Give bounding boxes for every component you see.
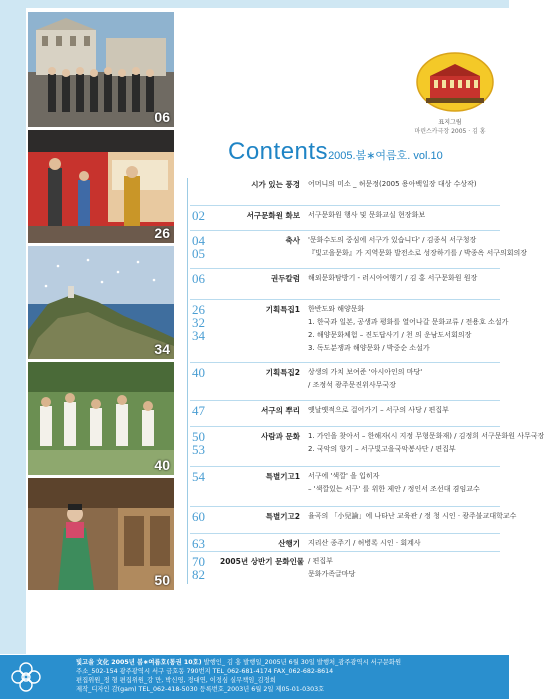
toc-page-number: 50 <box>192 429 205 444</box>
toc-category: 축사 <box>285 236 300 245</box>
photo-page-label: 06 <box>154 109 170 125</box>
toc-page-numbers <box>192 272 218 285</box>
photo-page-label: 40 <box>154 457 170 473</box>
issue-label: 2005.봄∗여름호. vol.10 <box>328 150 443 162</box>
toc-page-numbers <box>192 366 218 379</box>
toc-category: 권두칼럼 <box>271 274 300 283</box>
cover-caption-subtitle: 마린스카극장 2005 · 김 홍 <box>414 128 486 135</box>
toc-lines <box>308 404 500 417</box>
contents-title: Contents <box>228 138 329 165</box>
toc-lines <box>308 272 500 285</box>
toc-lines <box>308 234 528 260</box>
toc-line: 상생의 가치 보여준 '아시아인의 마당' <box>308 368 423 376</box>
colophon-editors: 편집위원_정 형 편집위원_강 만, 박신영, 정대연, 이정심 실무책임_김정희 <box>76 677 276 684</box>
cover-illustration <box>416 52 494 112</box>
toc-separator <box>190 400 500 401</box>
toc-separator <box>190 230 500 231</box>
toc-entry[interactable] <box>190 470 500 496</box>
toc-page-number: 32 <box>192 315 205 330</box>
toc-line: 지리산 종주기 / 허병록 시인 · 회계사 <box>308 539 421 547</box>
toc-page-number: 34 <box>192 328 205 343</box>
toc-entry[interactable] <box>190 366 500 392</box>
photo-page-label: 26 <box>154 225 170 241</box>
toc-category: 2005년 상반기 문화인물 <box>220 557 305 566</box>
toc-separator <box>190 533 500 534</box>
toc-lines <box>308 366 500 392</box>
toc-line: 『빛고을문화』가 지역문화 발전소로 성장하기를 / 박종옥 서구의회의장 <box>308 249 528 257</box>
toc-separator <box>190 205 500 206</box>
toc-line: 해외문화탐방기 - 러시아여행기 / 김 홍 서구문화원 원장 <box>308 274 478 282</box>
toc-line: – '색깔있는 서구' 를 위한 제안 / 정인서 조선대 겸임교수 <box>308 485 480 493</box>
toc-line: '문화수도의 중심에 서구가 있습니다' / 김종식 서구청장 <box>308 236 477 244</box>
toc-page-number: 60 <box>192 509 205 524</box>
toc-page-number: 70 <box>192 554 205 569</box>
toc-page-numbers <box>192 510 218 523</box>
photo-column <box>28 12 174 593</box>
toc-category: 시가 있는 풍경 <box>251 180 300 189</box>
colophon-production: 제작_디자인 감(gam) TEL_062-418-5030 등록번호_2003년 6월 2일 제05-01-0303호 <box>76 686 325 693</box>
toc-category: 특별기고1 <box>265 472 300 481</box>
toc-lines <box>308 555 500 581</box>
toc-separator <box>190 506 500 507</box>
photo-page-label: 50 <box>154 572 170 588</box>
toc-page-number: 47 <box>192 403 205 418</box>
colophon-title: 빛고을 文化 2005년 봄∗여름호(통권 10호) <box>76 659 202 666</box>
cover-caption-title: 표지그림 <box>438 119 462 126</box>
toc-separator <box>190 268 500 269</box>
toc-page-numbers <box>192 430 218 456</box>
photo-traditional-singer <box>28 478 174 590</box>
toc-lines <box>308 209 500 222</box>
toc-line: 3. 독도분쟁과 해양문화 / 박중순 소설가 <box>308 344 430 352</box>
toc-page-numbers <box>192 470 218 483</box>
toc-separator <box>190 551 500 552</box>
divider-line <box>187 178 188 584</box>
toc-page-number: 02 <box>192 208 205 223</box>
toc-page-number: 82 <box>192 567 205 582</box>
toc-category: 기획특집1 <box>265 305 300 314</box>
toc-page-numbers <box>192 555 218 581</box>
toc-line: 2. 해양문화체험 – 진도답사기 / 천 의 운남도서회의장 <box>308 331 472 339</box>
toc-entry[interactable] <box>190 302 509 355</box>
toc-page-number: 04 <box>192 233 205 248</box>
toc-line: 2. 국악의 향기 – 서구빛고을국악봉사단 / 편집부 <box>308 445 456 453</box>
toc-entry[interactable] <box>190 209 500 222</box>
toc-separator <box>190 426 500 427</box>
toc-lines <box>308 430 544 456</box>
toc-entry[interactable] <box>190 509 517 524</box>
toc-line: 문화가족글마당 <box>308 570 356 578</box>
toc-page-number: 53 <box>192 442 205 457</box>
toc-category: 사람과 문화 <box>261 432 300 441</box>
toc-entry[interactable] <box>190 537 500 550</box>
toc-page-numbers <box>192 404 218 417</box>
toc-separator <box>190 466 500 467</box>
toc-line: 1. 한국과 일본, 공생과 평화를 열어나갈 문화교류 / 전용호 소설가 <box>308 318 509 326</box>
toc-line: 율곡의 「小兒論」에 나타난 교육관 / 정 청 시인 · 광주불교대학교수 <box>308 512 517 520</box>
colophon-text <box>76 658 506 694</box>
toc-line: 서구에 '색깔' 을 입히자 <box>308 472 380 480</box>
toc-separator <box>190 299 500 300</box>
toc-category: 산행기 <box>278 539 300 548</box>
toc-line: 어머니의 미소 _ 허문정(2005 용아백일장 대상 수상작) <box>308 180 477 188</box>
toc-page-numbers <box>192 209 218 222</box>
toc-line: 옛날옛적으로 걸어가기 – 서구의 사당 / 편집부 <box>308 406 449 414</box>
toc-page-number: 26 <box>192 302 205 317</box>
toc-separator <box>190 362 500 363</box>
photo-group-portrait <box>28 12 174 127</box>
toc-lines <box>308 303 509 355</box>
toc-entry[interactable] <box>190 233 528 261</box>
toc-line: 1. 가인을 찾아서 – 한해자(시 지정 무형문화재) / 김정희 서구문화원 사무국장 <box>308 432 544 440</box>
toc-category: 특별기고2 <box>265 512 300 521</box>
toc-line: 서구문화원 행사 및 문화교실 현장화보 <box>308 211 426 219</box>
toc-lines <box>308 510 517 523</box>
toc-category: 기획특집2 <box>265 368 300 377</box>
photo-page-label: 34 <box>154 341 170 357</box>
toc-line: 한반도와 해양문화 <box>308 305 365 313</box>
contents-heading <box>228 138 443 166</box>
toc-page-number: 63 <box>192 536 205 551</box>
toc-entry[interactable] <box>190 272 500 285</box>
colophon-address: 주소_502-154 광주광역시 서구 금호동 790번지 TEL_062-681-4174 FAX_062-682-8614 <box>76 668 334 675</box>
toc-entry[interactable] <box>190 555 500 581</box>
photo-island-seabirds <box>28 246 174 359</box>
toc-page-number: 54 <box>192 469 205 484</box>
toc-category: 서구문화원 화보 <box>246 211 300 220</box>
toc-lines <box>308 470 500 496</box>
toc-line: / 편집부 <box>308 557 333 565</box>
toc-page-number: 06 <box>192 271 205 286</box>
toc-entry[interactable] <box>190 429 544 457</box>
toc-page-number: 40 <box>192 365 205 380</box>
toc-line: / 조정석 광주문진위사무국장 <box>308 381 396 389</box>
toc-entry[interactable] <box>190 178 500 191</box>
photo-festival-booth <box>28 130 174 243</box>
toc-lines <box>308 178 500 191</box>
photo-outdoor-performance <box>28 362 174 475</box>
left-color-strip <box>0 0 26 654</box>
toc-page-numbers <box>192 234 218 260</box>
toc-page-numbers <box>192 303 218 342</box>
culture-center-logo <box>8 659 44 695</box>
toc-entry[interactable] <box>190 404 500 417</box>
toc-category: 서구의 뿌리 <box>261 406 300 415</box>
top-color-strip <box>0 0 509 8</box>
toc-page-numbers <box>192 537 218 550</box>
colophon-publisher: 발행인_ 김 홍 발행일_2005년 6월 30일 발행처_광주광역시 서구문화원 <box>203 659 402 666</box>
toc-page-number: 05 <box>192 246 205 261</box>
toc-lines <box>308 537 500 550</box>
